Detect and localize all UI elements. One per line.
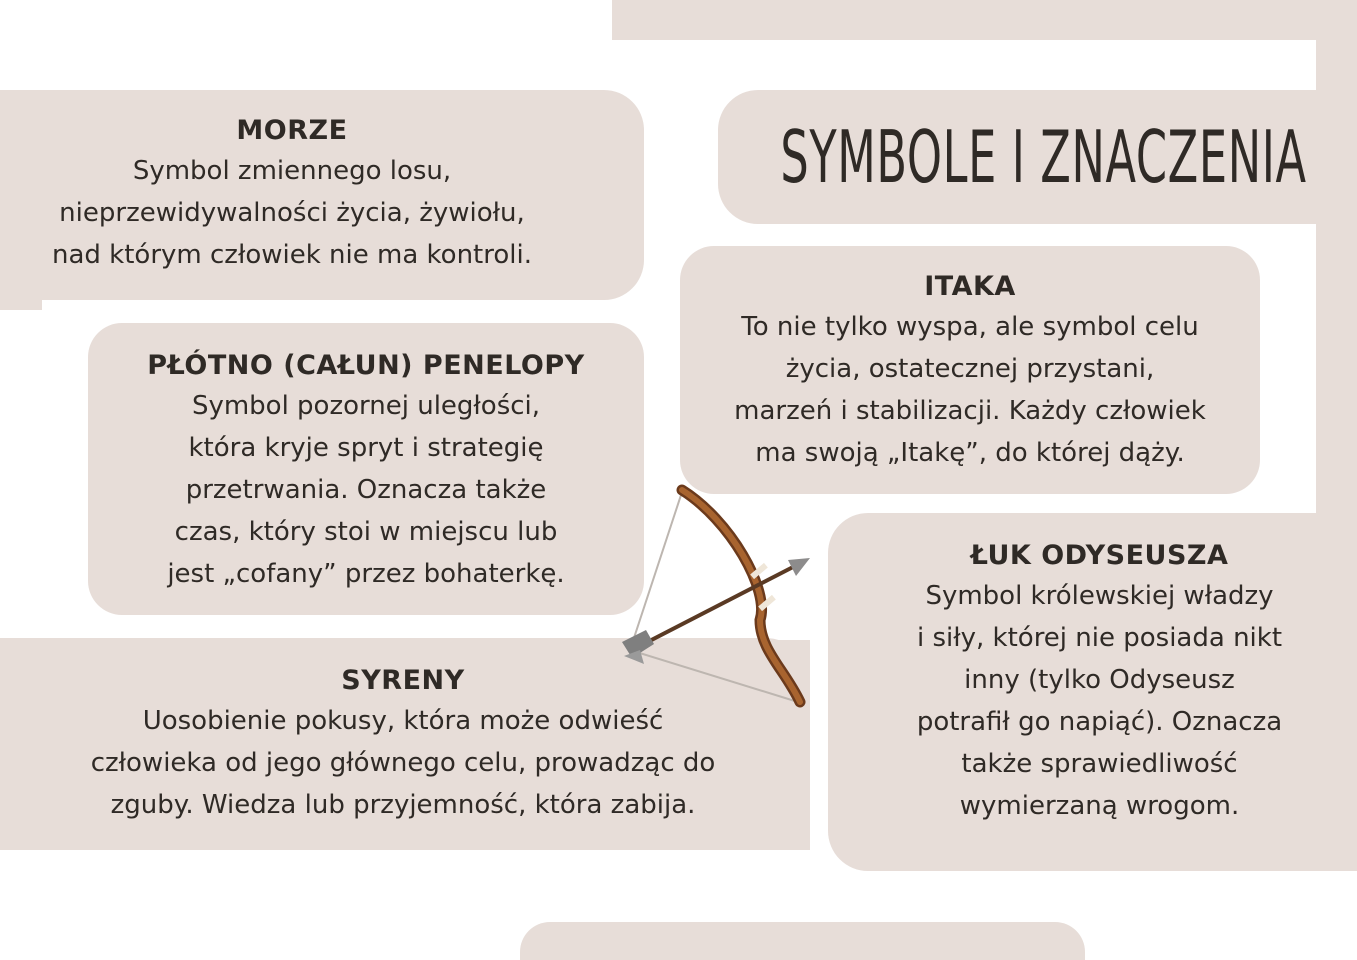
- card-itaka-text: To nie tylko wyspa, ale symbol celu życia, ostatecznej przystani, marzeń i stabilizacji. Każdy człowiek ma swoją „Itakę”, do której dąży.: [734, 312, 1206, 468]
- bg-shape-top-right: [612, 0, 1357, 40]
- card-luk-heading: ŁUK ODYSEUSZA: [970, 540, 1229, 571]
- card-syreny-heading: SYRENY: [341, 665, 465, 696]
- card-syreny-text: Uosobienie pokusy, która może odwieść człowieka od jego głównego celu, prowadząc do zguby. Wiedza lub przyjemność, która zabija.: [90, 706, 716, 820]
- card-morze-text: Symbol zmiennego losu, nieprzewidywalności życia, żywiołu, nad którym człowiek nie ma kontroli.: [52, 156, 532, 270]
- bg-shape-right-strip: [1316, 0, 1357, 520]
- card-plotno-text: Symbol pozornej uległości, która kryje spryt i strategię przetrwania. Oznacza także czas, który stoi w miejscu lub jest „cofany” przez bohaterkę.: [167, 391, 565, 589]
- bow-and-arrow-icon: [610, 480, 820, 710]
- card-itaka: [680, 246, 1260, 494]
- card-plotno: [88, 323, 644, 615]
- bg-shape-bottom: [520, 922, 1085, 960]
- page-title: SYMBOLE I ZNACZENIA: [780, 115, 1307, 199]
- card-morze: [0, 90, 644, 300]
- title-card: [718, 90, 1318, 224]
- card-luk: [828, 513, 1357, 871]
- card-morze-heading: MORZE: [236, 115, 348, 146]
- card-plotno-heading: PŁÓTNO (CAŁUN) PENELOPY: [147, 350, 585, 381]
- card-itaka-heading: ITAKA: [924, 271, 1016, 302]
- card-luk-text: Symbol królewskiej władzy i siły, której nie posiada nikt inny (tylko Odyseusz potrafił go napiąć). Oznacza także sprawiedliwość wymierzaną wrogom.: [916, 581, 1283, 821]
